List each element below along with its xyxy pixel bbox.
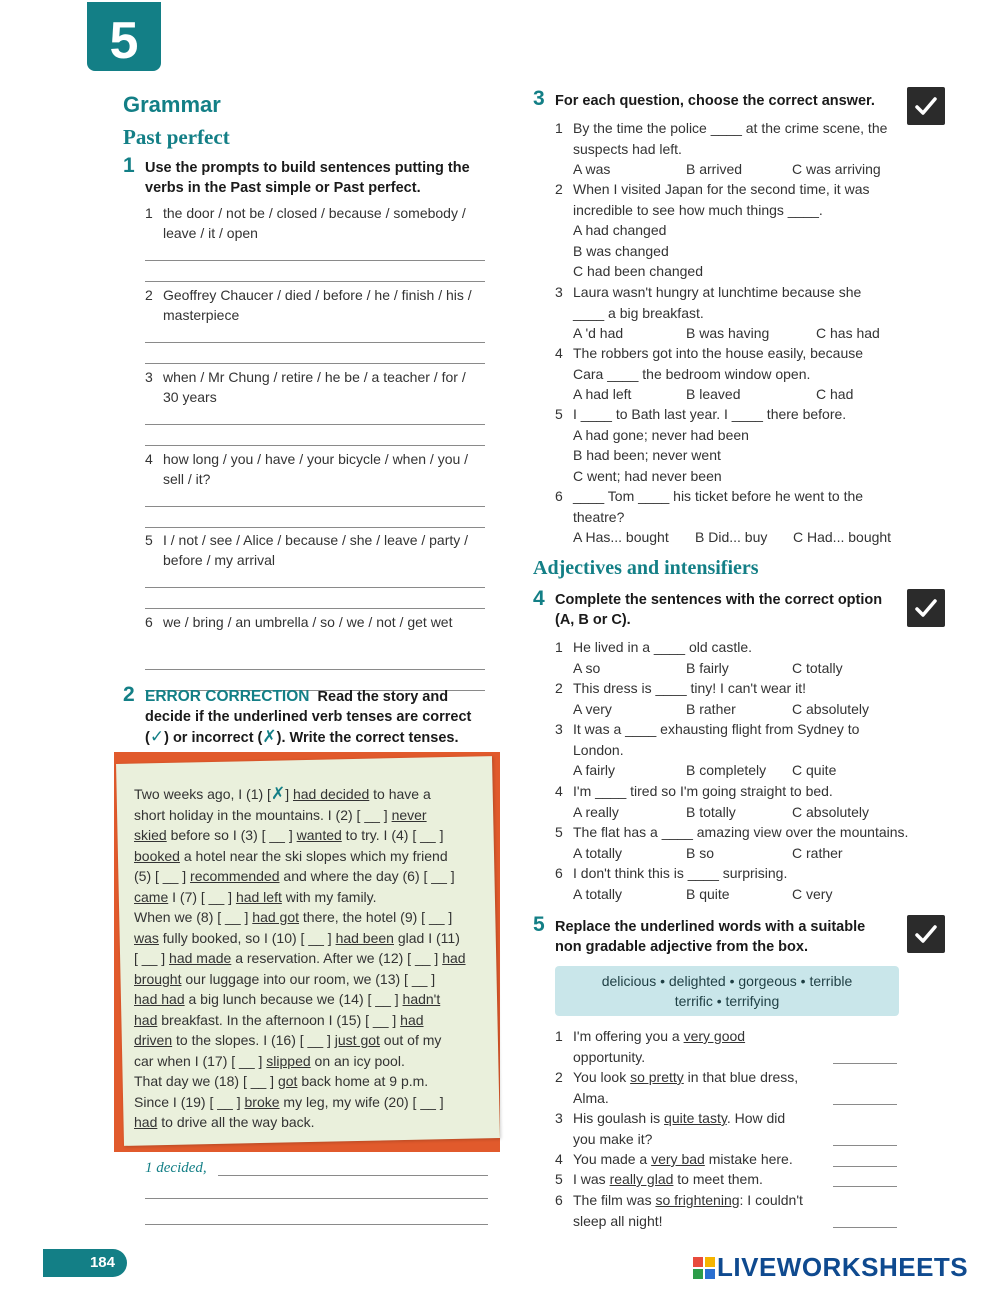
question-text: Laura wasn't hungry at lunchtime because she (573, 284, 862, 300)
section-title-grammar: Grammar (123, 92, 221, 117)
word-box: delicious • delighted • gorgeous • terrible terrific • terrifying (555, 966, 899, 1016)
story-text (134, 784, 484, 1133)
answer-line[interactable] (145, 1198, 488, 1199)
question-text: I don't think this is ____ surprising. (573, 865, 788, 881)
story-line (134, 825, 484, 846)
story-line (134, 969, 484, 990)
option-b[interactable]: B totally (686, 803, 736, 820)
answer-line[interactable] (145, 1224, 488, 1225)
option-b[interactable]: B leaved (686, 386, 741, 402)
story-line (134, 928, 484, 949)
story-fragment: a hotel near the ski slopes which my friend (179, 847, 448, 864)
option-c[interactable]: C absolutely (792, 803, 870, 820)
prompt-number: 3 (145, 369, 153, 385)
exercise-4-instruction: Complete the sentences with the correct option (A, B or C). (555, 592, 883, 628)
option-a[interactable]: A had changed (573, 222, 667, 238)
subsection-title-past-perfect: Past perfect (123, 125, 230, 149)
underlined-phrase: very good (683, 1028, 746, 1044)
story-line (134, 1112, 484, 1133)
answer-line[interactable] (833, 1063, 897, 1064)
question-text: Alma. (573, 1089, 609, 1106)
question-number: 4 (555, 345, 563, 361)
option-c[interactable]: C absolutely (792, 700, 870, 717)
underlined-phrase: so pretty (630, 1069, 684, 1085)
cross-icon: ✗ (262, 727, 277, 746)
underlined-phrase: quite tasty (664, 1110, 727, 1126)
answer-line[interactable] (145, 587, 485, 588)
question-number: 1 (555, 639, 563, 655)
option-c[interactable]: C had been changed (573, 263, 703, 279)
checkmark-icon (907, 87, 945, 125)
question-number: 3 (555, 1110, 563, 1126)
option-b[interactable]: B so (686, 844, 715, 861)
question-text: It was a ____ exhausting flight from Sydney to (573, 721, 860, 737)
exercise-2-instruction: ERROR CORRECTION Read the story and decide if the underlined verb tenses are correct (✓) or incorrect (✗). Write the correct tenses. (145, 688, 472, 746)
story-fragment: ] (285, 786, 293, 802)
underlined-verb: skied (134, 827, 167, 843)
story-line (134, 866, 484, 887)
answer-line[interactable] (145, 527, 485, 528)
prompt-line-2: leave / it / open (163, 225, 258, 241)
text-fragment: I'm offering you a (573, 1028, 684, 1044)
exercise-1-number: 1 (123, 154, 135, 177)
option-a[interactable]: A was (573, 161, 611, 177)
question-text: ____ Tom ____ his ticket before he went to the (573, 488, 864, 504)
story-line (134, 1071, 484, 1092)
question-number: 5 (555, 1171, 563, 1187)
underlined-phrase: so frightening (655, 1192, 740, 1208)
question-number: 6 (555, 488, 563, 504)
answer-line[interactable] (145, 363, 485, 364)
underlined-phrase: very bad (651, 1151, 705, 1167)
underlined-verb: driven (134, 1032, 173, 1048)
question-text: incredible to see how much things ____. (573, 201, 823, 218)
check-answers-button-5[interactable] (907, 915, 945, 953)
underlined-verb: recommended (190, 868, 280, 884)
answer-line[interactable] (218, 1175, 488, 1176)
prompt-line-1: I / not / see / Alice / because / she / leave / party / (163, 532, 469, 548)
question-text (573, 1026, 745, 1047)
story-fragment: back home at 9 p.m. (297, 1073, 429, 1089)
option-c[interactable]: C totally (792, 659, 843, 676)
story-fragment: [ __ ] (134, 950, 170, 966)
story-line (134, 887, 484, 908)
option-a[interactable]: A had left (573, 386, 632, 402)
story-fragment: car when I (17) [ __ ] (134, 1052, 267, 1069)
prompt-line-2: 30 years (163, 389, 217, 405)
underlined-verb: had got (252, 909, 299, 925)
option-c[interactable]: C has had (816, 325, 880, 341)
underlined-verb: had (134, 1114, 158, 1130)
underlined-verb: never (391, 806, 427, 823)
option-a[interactable]: A totally (573, 885, 623, 902)
option-b[interactable]: B fairly (686, 659, 729, 676)
question-text: The robbers got into the house easily, because (573, 345, 864, 361)
question-text: opportunity. (573, 1048, 646, 1065)
question-text: London. (573, 741, 624, 758)
question-text: suspects had left. (573, 140, 682, 157)
exercise-4-number: 4 (533, 587, 545, 610)
page-number: 184 (43, 1249, 127, 1277)
story-line (134, 1051, 484, 1072)
question-text: I'm ____ tired so I'm going straight to bed. (573, 783, 833, 799)
story-fragment: glad I (11) (393, 929, 460, 946)
prompt-line-1: when / Mr Chung / retire / he be / a teacher / for / (163, 369, 466, 385)
option-b[interactable]: B quite (686, 885, 730, 902)
check-answers-button-4[interactable] (907, 589, 945, 627)
story-fragment: to try. I (4) [ __ ] (341, 827, 444, 843)
question-text (573, 1067, 798, 1088)
story-fragment: on an icy pool. (310, 1052, 405, 1069)
option-a[interactable]: A really (573, 803, 619, 820)
prompt-line-2: masterpiece (163, 307, 240, 323)
story-fragment: I (7) [ __ ] (168, 888, 236, 905)
option-a[interactable]: A very (573, 700, 612, 717)
cross-icon: ✗ (270, 784, 286, 803)
text-fragment: His goulash is (573, 1110, 665, 1126)
option-a[interactable]: A 'd had (573, 325, 624, 341)
story-line (134, 805, 484, 826)
underlined-verb: had had (134, 991, 185, 1007)
exercise-3-number: 3 (533, 87, 545, 110)
exercise-3-instruction: For each question, choose the correct answer. (555, 93, 875, 109)
answer-line[interactable] (833, 1166, 897, 1167)
error-correction-label: ERROR CORRECTION (145, 688, 310, 705)
prompt-number: 2 (145, 287, 153, 303)
prompt-line-1: how long / you / have / your bicycle / when / you / (163, 451, 469, 467)
answer-line[interactable] (145, 608, 485, 609)
underlined-verb: had (400, 1011, 424, 1028)
option-b[interactable]: B Did... buy (695, 529, 768, 545)
option-a[interactable]: A had gone; never had been (573, 426, 749, 443)
story-fragment: with my family. (281, 888, 377, 905)
question-text: sleep all night! (573, 1212, 663, 1229)
question-text (573, 1190, 803, 1211)
exercise-1-instruction: Use the prompts to build sentences putting the verbs in the Past simple or Past perfect. (145, 160, 470, 196)
question-text: ____ a big breakfast. (573, 304, 704, 321)
prompt-number: 1 (145, 205, 153, 221)
text-fragment: in that blue dress, (683, 1069, 799, 1085)
underlined-verb: booked (134, 847, 180, 864)
underlined-verb: had decided (292, 786, 370, 802)
prompt-line-2: before / my arrival (163, 552, 276, 568)
answer-line[interactable] (833, 1186, 897, 1187)
unit-badge: 5 (87, 2, 161, 71)
story-line (134, 846, 484, 867)
story-fragment: out of my (379, 1032, 442, 1048)
checkmark-icon (907, 915, 945, 953)
text-fragment: to meet them. (673, 1171, 763, 1187)
option-b[interactable]: B was having (686, 325, 770, 341)
exercise-5-number: 5 (533, 913, 545, 936)
underlined-verb: got (277, 1073, 298, 1089)
story-line (134, 1030, 484, 1051)
question-text: By the time the police ____ at the crime scene, the (573, 120, 888, 136)
answer-line[interactable] (145, 424, 485, 425)
tick-icon: ✓ (149, 727, 165, 746)
option-b[interactable]: B rather (686, 700, 736, 717)
story-fragment: and where the day (6) [ __ ] (279, 868, 455, 884)
question-text: This dress is ____ tiny! I can't wear it! (573, 680, 806, 696)
question-text: theatre? (573, 508, 625, 525)
story-line (134, 907, 484, 928)
question-number: 4 (555, 783, 563, 799)
prompt-number: 5 (145, 532, 153, 548)
answer-example: 1 decided, (145, 1160, 207, 1176)
story-fragment: That day we (18) [ __ ] (134, 1073, 278, 1089)
question-number: 5 (555, 824, 563, 840)
underlined-verb: came (134, 888, 169, 905)
text-fragment: : I couldn't (739, 1192, 803, 1208)
question-text: When I visited Japan for the second time, it was (573, 181, 870, 197)
underlined-verb: was (134, 929, 159, 946)
text-fragment: I was (573, 1171, 610, 1187)
option-b[interactable]: B arrived (686, 161, 743, 177)
option-c[interactable]: C had (816, 386, 854, 402)
story-fragment: fully booked, so I (10) [ __ ] (158, 929, 336, 946)
option-c[interactable]: C went; had never been (573, 467, 722, 484)
story-line (134, 948, 484, 969)
text-fragment: mistake here. (704, 1151, 793, 1167)
story-line (134, 784, 484, 805)
story-line (134, 989, 484, 1010)
story-line (134, 1092, 484, 1113)
text-fragment: The film was (573, 1192, 656, 1208)
option-a[interactable]: A totally (573, 844, 623, 861)
check-answers-button-3[interactable] (907, 87, 945, 125)
answer-line[interactable] (145, 281, 485, 282)
question-text: you make it? (573, 1130, 653, 1147)
exercise-2-number: 2 (123, 683, 135, 706)
question-number: 1 (555, 120, 563, 136)
story-fragment: to drive all the way back. (157, 1114, 315, 1130)
option-b[interactable]: B had been; never went (573, 447, 721, 463)
answer-line[interactable] (145, 669, 485, 670)
prompt-line-1: Geoffrey Chaucer / died / before / he / finish / his / (163, 287, 472, 303)
story-fragment: there, the hotel (9) [ __ ] (299, 909, 453, 925)
checkmark-icon (907, 589, 945, 627)
answer-line[interactable] (145, 342, 485, 343)
underlined-verb: had left (235, 888, 282, 905)
option-b[interactable]: B completely (686, 762, 767, 778)
prompt-number: 4 (145, 451, 153, 467)
story-fragment: a reservation. After we (12) [ __ ] (231, 950, 443, 966)
story-fragment: to have a (369, 786, 431, 802)
underlined-verb: had made (169, 950, 232, 966)
answer-line[interactable] (145, 445, 485, 446)
underlined-verb: wanted (296, 827, 342, 843)
text-fragment: You made a (573, 1151, 652, 1167)
question-number: 3 (555, 721, 563, 737)
underlined-verb: brought (134, 970, 182, 987)
story-fragment: (5) [ __ ] (134, 868, 191, 884)
option-a[interactable]: A fairly (573, 762, 616, 778)
underlined-verb: had (134, 1011, 158, 1028)
question-text: He lived in a ____ old castle. (573, 639, 752, 655)
underlined-verb: slipped (266, 1052, 311, 1069)
story-fragment: When we (8) [ __ ] (134, 909, 253, 925)
prompt-line-1: the door / not be / closed / because / somebody / (163, 205, 466, 221)
option-c[interactable]: C quite (792, 762, 837, 778)
adjectives-title: Adjectives and intensifiers (533, 557, 759, 579)
question-text (573, 1169, 763, 1190)
prompt-line-2: sell / it? (163, 471, 211, 487)
story-fragment: a big lunch because we (14) [ __ ] (184, 991, 403, 1007)
underlined-verb: hadn't (402, 991, 441, 1007)
text-fragment: You look (573, 1069, 631, 1085)
option-a[interactable]: A Has... bought (573, 529, 669, 545)
question-number: 4 (555, 1151, 563, 1167)
question-text (573, 1149, 793, 1170)
answer-line[interactable] (833, 1145, 897, 1146)
story-fragment: our luggage into our room, we (13) [ __ ] (181, 970, 436, 987)
underlined-phrase: really glad (609, 1171, 674, 1187)
option-c[interactable]: C rather (792, 844, 843, 861)
option-c[interactable]: C Had... bought (793, 529, 892, 545)
question-text: Cara ____ the bedroom window open. (573, 365, 811, 382)
answer-line[interactable] (145, 506, 485, 507)
story-line (134, 1010, 484, 1031)
story-fragment: Two weeks ago, I (1) [ (134, 786, 271, 802)
option-c[interactable]: C was arriving (792, 161, 881, 177)
question-number: 2 (555, 680, 563, 696)
story-fragment: short holiday in the mountains. I (2) [ __ ] (134, 806, 392, 823)
underlined-verb: had (442, 950, 466, 966)
story-fragment: breakfast. In the afternoon I (15) [ __ ] (157, 1011, 401, 1028)
question-number: 6 (555, 1192, 563, 1208)
question-text: The flat has a ____ amazing view over the mountains. (573, 824, 909, 840)
underlined-verb: just got (334, 1032, 380, 1048)
question-text (573, 1108, 785, 1129)
story-fragment: my leg, my wife (20) [ __ ] (279, 1093, 444, 1110)
question-number: 1 (555, 1028, 563, 1044)
exercise-5-instruction: Replace the underlined words with a suitable non gradable adjective from the box. (555, 919, 866, 955)
answer-line[interactable] (145, 260, 485, 261)
story-fragment: to the slopes. I (16) [ __ ] (172, 1032, 335, 1048)
underlined-verb: broke (244, 1093, 280, 1110)
underlined-verb: had been (335, 929, 394, 946)
liveworksheets-logo: LIVEWORKSHEETS (693, 1252, 968, 1283)
question-number: 6 (555, 865, 563, 881)
question-number: 5 (555, 406, 563, 422)
story-fragment: before so I (3) [ __ ] (166, 827, 297, 843)
question-number: 2 (555, 181, 563, 197)
prompt-line-1: we / bring / an umbrella / so / we / not / get wet (163, 614, 453, 630)
question-number: 3 (555, 284, 563, 300)
option-c[interactable]: C very (792, 885, 833, 902)
prompt-number: 6 (145, 614, 153, 630)
story-fragment: Since I (19) [ __ ] (134, 1093, 245, 1110)
answer-line[interactable] (833, 1227, 897, 1228)
option-b[interactable]: B was changed (573, 242, 669, 259)
answer-line[interactable] (833, 1104, 897, 1105)
liveworksheets-logo-icon (693, 1257, 715, 1279)
question-number: 2 (555, 1069, 563, 1085)
question-text: I ____ to Bath last year. I ____ there before. (573, 406, 847, 422)
text-fragment: . How did (726, 1110, 786, 1126)
option-a[interactable]: A so (573, 659, 601, 676)
